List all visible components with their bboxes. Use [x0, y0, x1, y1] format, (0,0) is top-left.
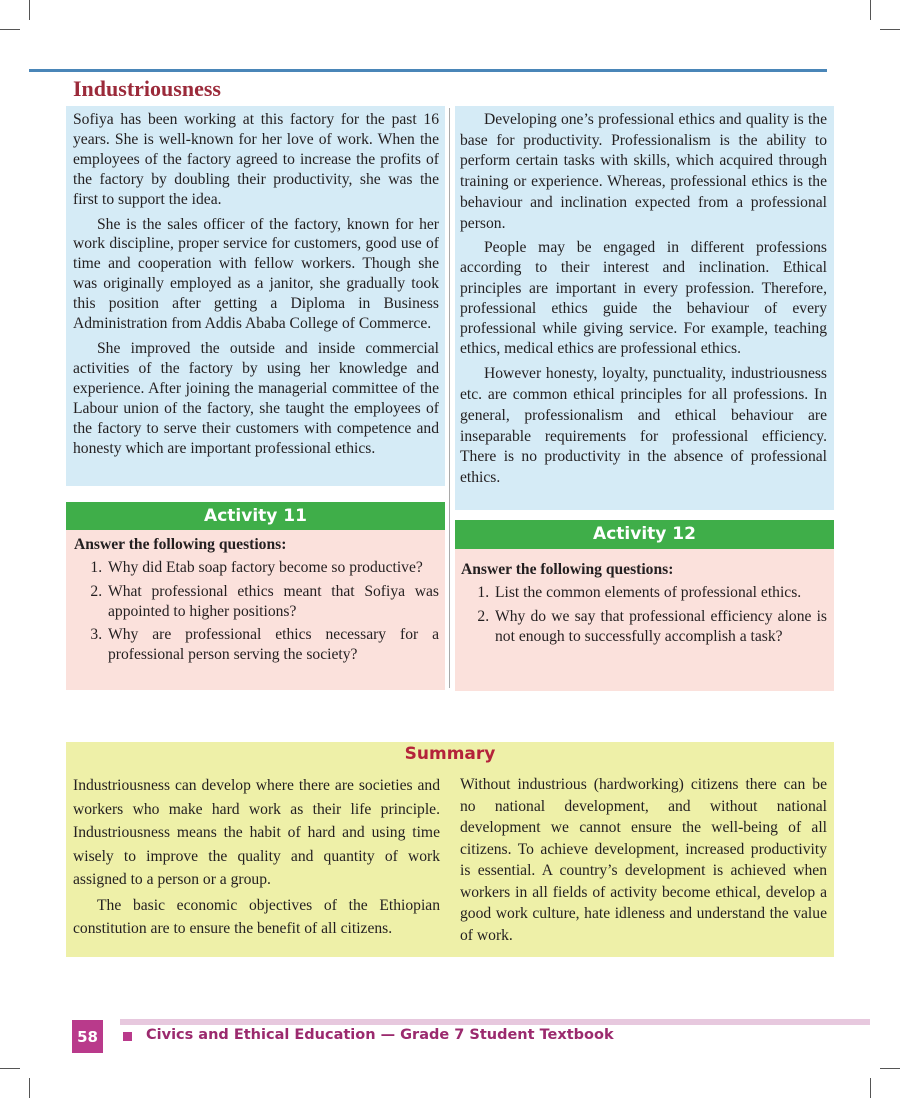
- crop-mark: [880, 29, 900, 30]
- ethics-paragraph: However honesty, loyalty, punctuality, industriousness etc. are common ethical principles for all professions. In general, professionalism and ethical behaviour are inseparable requirements for professional efficiency. There is no productivity in the absence of professional ethics.: [460, 365, 827, 486]
- crop-mark: [0, 29, 20, 30]
- summary-paragraph: Industriousness can develop where there are societies and workers who make hard work as their life principle. Industriousness means the habit of hard and using time wisely to improve the quality and quantity of work assigned to a person or a group.: [73, 777, 440, 888]
- activity-12-questions: [461, 583, 827, 646]
- question-item: 2. Why do we say that professional efficiency alone is not enough to successfully accomplish a task?: [493, 607, 827, 647]
- footer-bar: [120, 1019, 870, 1025]
- story-box: [66, 106, 445, 486]
- crop-mark: [29, 1078, 30, 1098]
- summary-paragraph: Without industrious (hardworking) citizens there can be no national development, and without national development we cannot ensure the well-being of all citizens. To achieve development, increased productivity is essential. A country’s development is achieved when workers in all fields of activity become ethical, develop a good work culture, hate idleness and understand the value of work.: [460, 776, 827, 944]
- story-paragraph: She is the sales officer of the factory, known for her work discipline, proper service for customers, good use of time and cooperation with fellow workers. Though she was originally employed as a janitor, she gradually took this position after getting a Diploma in Business Administration from Addis Ababa College of Commerce.: [73, 215, 439, 333]
- page-number: 58: [72, 1020, 103, 1053]
- activity-11-header: Activity 11: [66, 502, 445, 530]
- summary-paragraph: The basic economic objectives of the Ethiopian constitution are to ensure the benefit of all citizens.: [73, 896, 440, 937]
- ethics-text-box: [455, 106, 834, 510]
- header-rule: [29, 69, 827, 72]
- column-divider: [449, 108, 450, 688]
- crop-mark: [880, 1068, 900, 1069]
- ethics-paragraph: People may be engaged in different professions according to their interest and inclination. Ethical principles are important in every profession. Therefore, professional ethics guide the behaviour of every professional while giving service. For example, teaching ethics, medical ethics are professional ethics.: [460, 239, 827, 358]
- activity-12-box: [455, 549, 834, 691]
- story-paragraph: She improved the outside and inside commercial activities of the factory by using her knowledge and experience. After joining the managerial committee of the Labour union of the factory, she taught the employees of the factory to serve their customers with competence and honesty which are important professional ethics.: [73, 339, 439, 457]
- section-title: Industriousness: [73, 76, 221, 101]
- footer-bullet: [123, 1032, 132, 1041]
- question-item: 1. Why did Etab soap factory become so productive?: [106, 558, 439, 578]
- activity-11-questions: [74, 558, 439, 665]
- activity-11-box: [66, 530, 445, 690]
- activity-11-prompt: Answer the following questions:: [74, 536, 287, 553]
- summary-left: [73, 774, 440, 941]
- question-item: 3. Why are professional ethics necessary for a professional person serving the society?: [106, 625, 439, 665]
- activity-12-prompt: Answer the following questions:: [461, 561, 674, 578]
- summary-right: [460, 774, 827, 946]
- question-item: 1. List the common elements of professional ethics.: [493, 583, 827, 603]
- summary-title: Summary: [404, 744, 496, 764]
- ethics-paragraph: Developing one’s professional ethics and quality is the base for productivity. Professionalism is the ability to perform certain tasks with skills, which acquired through training or experience. Whereas, professional ethics is the behaviour and inclination expected from a professional person.: [460, 111, 827, 232]
- crop-mark: [870, 0, 871, 20]
- question-item: 2. What professional ethics meant that Sofiya was appointed to higher positions?: [106, 582, 439, 622]
- crop-mark: [29, 0, 30, 20]
- activity-12-header: Activity 12: [455, 520, 834, 549]
- story-paragraph: Sofiya has been working at this factory for the past 16 years. She is well-known for her love of work. When the employees of the factory agreed to increase the profits of the factory by doubling their productivity, she was the first to support the idea.: [73, 111, 439, 208]
- crop-mark: [0, 1068, 20, 1069]
- footer-book-title: Civics and Ethical Education — Grade 7 Student Textbook: [146, 1027, 614, 1043]
- crop-mark: [870, 1078, 871, 1098]
